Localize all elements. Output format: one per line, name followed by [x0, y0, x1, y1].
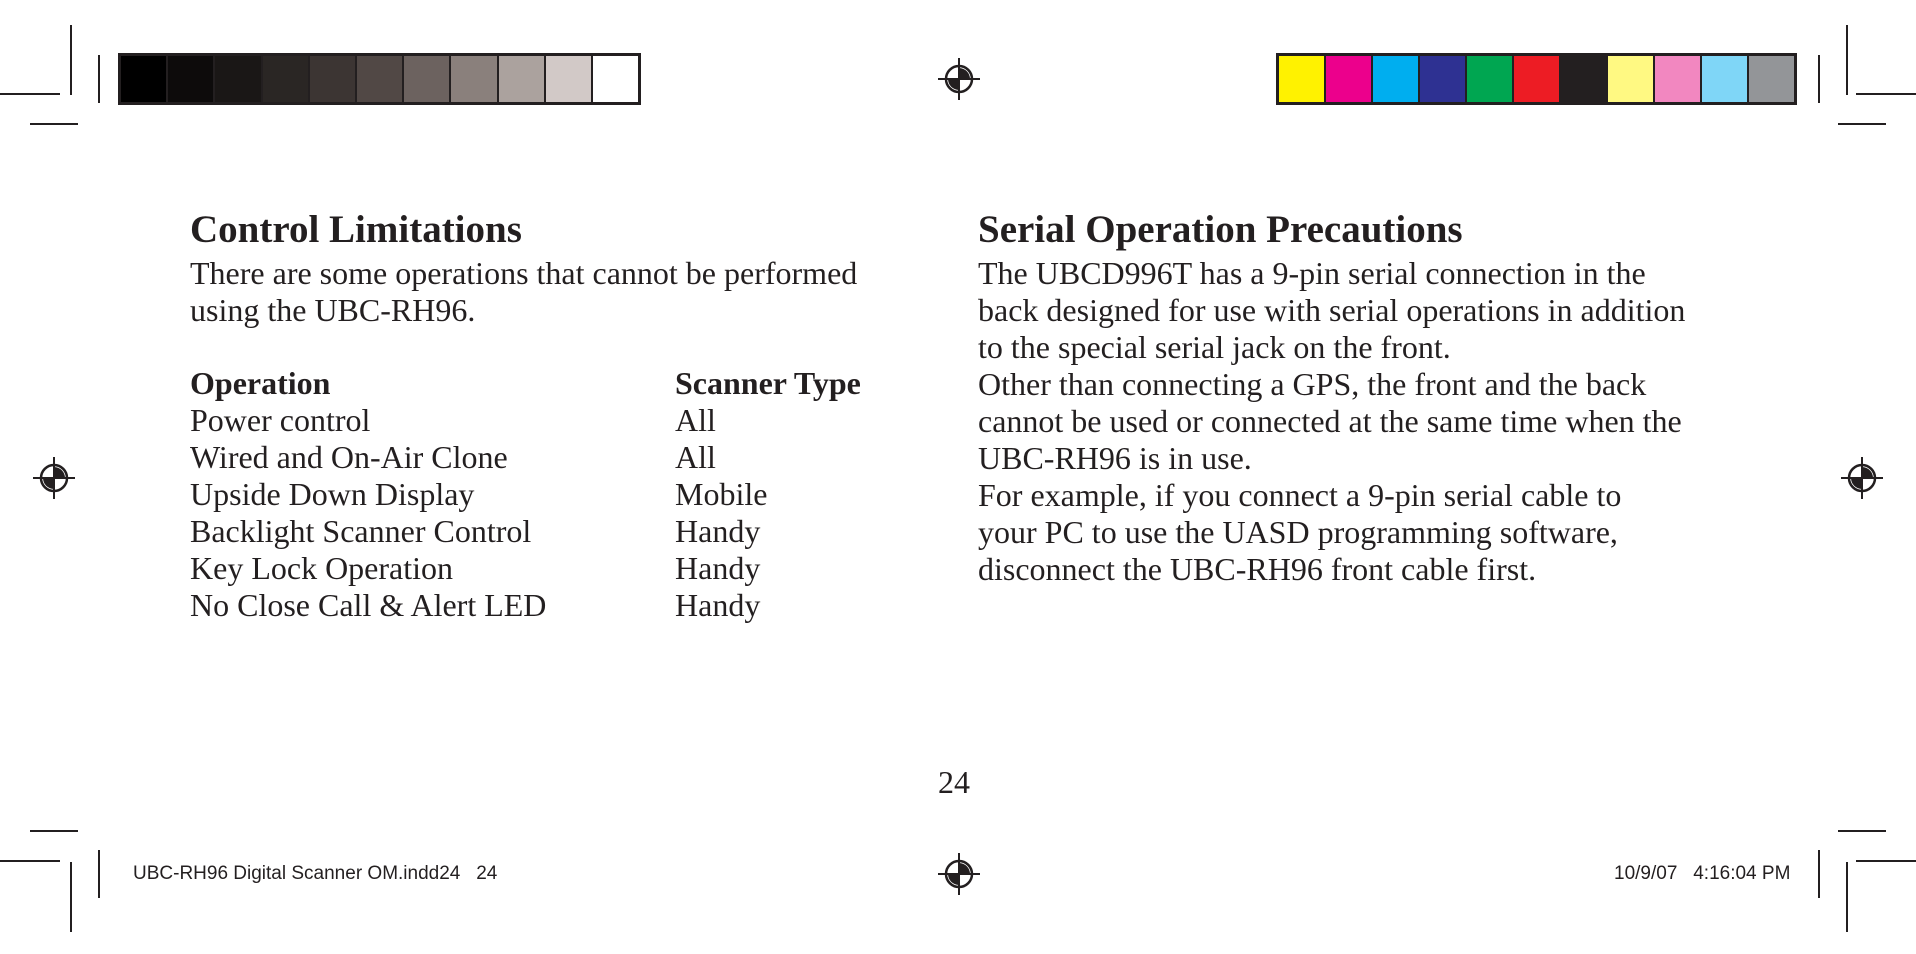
control-limitations-intro: [190, 255, 910, 329]
table-cell-scanner-type: All: [675, 439, 716, 475]
table-cell-scanner-type: Handy: [675, 587, 761, 623]
operations-table: [190, 365, 895, 624]
table-cell-operation: Power control: [190, 402, 371, 438]
color-swatch: [544, 56, 591, 102]
crop-mark: [70, 862, 72, 932]
intro-line: using the UBC-RH96.: [190, 292, 476, 328]
table-cell-scanner-type: All: [675, 402, 716, 438]
table-header-row: [190, 365, 895, 402]
crop-mark: [98, 55, 100, 103]
body-line: UBC-RH96 is in use.: [978, 440, 1252, 476]
body-line: back designed for use with serial operations in addition: [978, 292, 1686, 328]
color-swatch: [1512, 56, 1559, 102]
body-line: The UBCD996T has a 9-pin serial connection in the: [978, 255, 1646, 291]
column-header-operation: Operation: [190, 365, 331, 401]
table-row: [190, 476, 895, 513]
process-color-bar: [1276, 53, 1797, 105]
slug-timestamp: 10/9/07 4:16:04 PM: [1614, 863, 1791, 884]
table-row: [190, 587, 895, 624]
crop-mark: [1818, 55, 1820, 103]
color-swatch: [308, 56, 355, 102]
color-swatch: [1653, 56, 1700, 102]
color-swatch: [1418, 56, 1465, 102]
color-swatch: [1324, 56, 1371, 102]
registration-mark-icon: [31, 455, 77, 501]
table-cell-operation: No Close Call & Alert LED: [190, 587, 547, 623]
color-swatch: [449, 56, 496, 102]
table-cell-scanner-type: Mobile: [675, 476, 768, 512]
table-row: [190, 513, 895, 550]
registration-mark-icon: [936, 56, 982, 102]
column-header-scanner-type: Scanner Type: [675, 365, 861, 401]
crop-mark: [1838, 123, 1886, 125]
color-swatch: [402, 56, 449, 102]
crop-mark: [1846, 862, 1848, 932]
color-swatch: [1371, 56, 1418, 102]
slug-file-info: UBC-RH96 Digital Scanner OM.indd24 24: [133, 863, 498, 884]
page-number: 24: [938, 764, 970, 800]
color-swatch: [213, 56, 260, 102]
crop-mark: [30, 830, 78, 832]
crop-mark: [70, 25, 72, 95]
body-line: Other than connecting a GPS, the front and the back: [978, 366, 1647, 402]
table-cell-operation: Wired and On-Air Clone: [190, 439, 508, 475]
table-cell-scanner-type: Handy: [675, 550, 761, 586]
registration-mark-icon: [1839, 455, 1885, 501]
color-swatch: [1279, 56, 1324, 102]
crop-mark: [1846, 25, 1848, 95]
serial-precautions-text: [978, 255, 1738, 588]
grayscale-color-bar: [118, 53, 641, 105]
section-heading-control-limitations: Control Limitations: [190, 208, 522, 251]
color-swatch: [261, 56, 308, 102]
crop-mark: [0, 93, 60, 95]
crop-mark: [30, 123, 78, 125]
table-row: [190, 402, 895, 439]
color-swatch: [591, 56, 638, 102]
body-line: For example, if you connect a 9-pin serial cable to: [978, 477, 1622, 513]
color-swatch: [1465, 56, 1512, 102]
color-swatch: [355, 56, 402, 102]
intro-line: There are some operations that cannot be performed: [190, 255, 858, 291]
crop-mark: [1856, 93, 1916, 95]
color-swatch: [121, 56, 166, 102]
color-swatch: [1700, 56, 1747, 102]
crop-mark: [98, 850, 100, 898]
table-row: [190, 550, 895, 587]
registration-mark-icon: [936, 851, 982, 897]
table-cell-operation: Key Lock Operation: [190, 550, 454, 586]
table-cell-scanner-type: Handy: [675, 513, 761, 549]
body-line: disconnect the UBC-RH96 front cable first.: [978, 551, 1537, 587]
crop-mark: [1838, 830, 1886, 832]
body-line: your PC to use the UASD programming software,: [978, 514, 1618, 550]
table-cell-operation: Upside Down Display: [190, 476, 475, 512]
crop-mark: [1818, 850, 1820, 898]
crop-mark: [0, 860, 60, 862]
color-swatch: [1747, 56, 1794, 102]
body-line: cannot be used or connected at the same time when the: [978, 403, 1682, 439]
color-swatch: [497, 56, 544, 102]
section-heading-serial-operation-precautions: Serial Operation Precautions: [978, 208, 1463, 251]
color-swatch: [166, 56, 213, 102]
table-row: [190, 439, 895, 476]
body-line: to the special serial jack on the front.: [978, 329, 1451, 365]
crop-mark: [1856, 860, 1916, 862]
color-swatch: [1606, 56, 1653, 102]
table-cell-operation: Backlight Scanner Control: [190, 513, 532, 549]
color-swatch: [1559, 56, 1606, 102]
